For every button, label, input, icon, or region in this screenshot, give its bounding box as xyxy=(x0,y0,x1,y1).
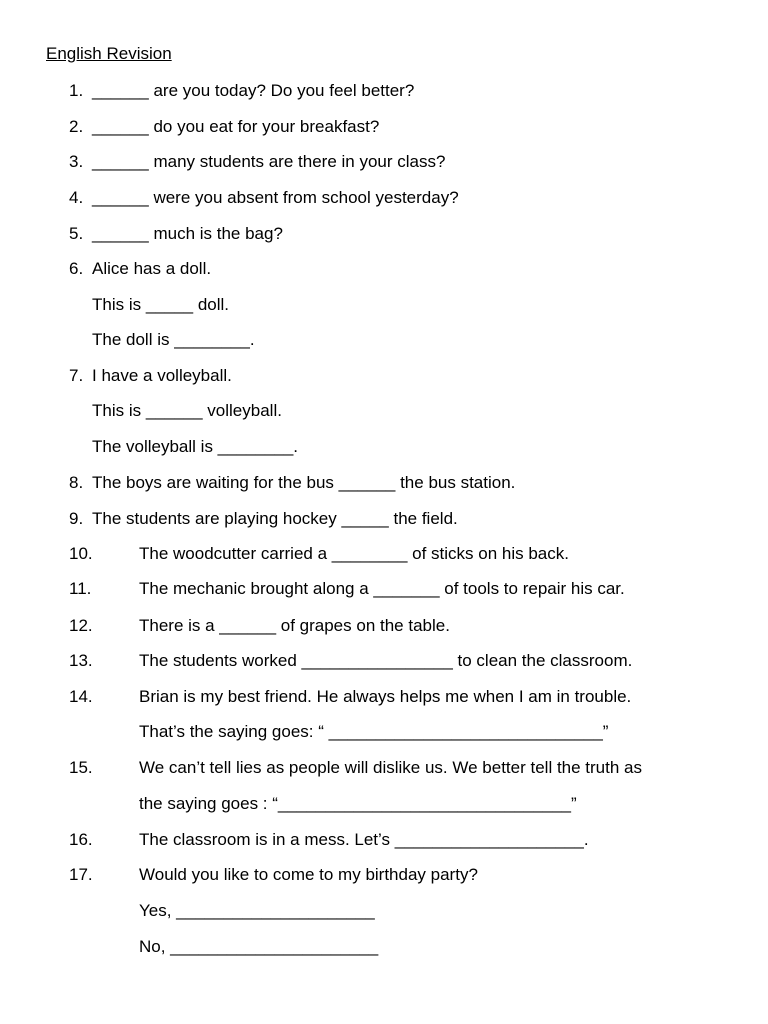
item-number: 16. xyxy=(69,830,93,849)
item-number: 9. xyxy=(69,509,84,528)
question-text: There is a ______ of grapes on the table. xyxy=(139,616,450,635)
item-number: 7. xyxy=(69,366,84,385)
page-title: English Revision xyxy=(46,44,172,63)
item-number: 11. xyxy=(69,579,92,598)
question-text: ______ do you eat for your breakfast? xyxy=(92,117,380,136)
item-number: 8. xyxy=(69,473,84,492)
question-text: The students are playing hockey _____ the field. xyxy=(92,509,458,528)
question-subline: Yes, _____________________ xyxy=(139,901,375,920)
item-number: 6. xyxy=(69,259,84,278)
question-text: The classroom is in a mess. Let’s ____________________. xyxy=(139,830,589,849)
question-subline: That’s the saying goes: “ _____________________________” xyxy=(139,722,609,741)
item-number: 2. xyxy=(69,117,84,136)
item-number: 17. xyxy=(69,865,93,884)
question-subline: No, ______________________ xyxy=(139,937,379,956)
question-subline: the saying goes : “_______________________________” xyxy=(139,794,577,813)
item-number: 10. xyxy=(69,544,93,563)
question-text: The mechanic brought along a _______ of tools to repair his car. xyxy=(139,579,625,598)
question-subline: This is ______ volleyball. xyxy=(92,401,282,420)
item-number: 14. xyxy=(69,687,93,706)
question-subline: The volleyball is ________. xyxy=(92,437,299,456)
question-text: The students worked ________________ to clean the classroom. xyxy=(139,651,633,670)
question-subline: This is _____ doll. xyxy=(92,295,230,314)
item-number: 5. xyxy=(69,224,84,243)
item-number: 15. xyxy=(69,758,93,777)
question-text: ______ much is the bag? xyxy=(92,224,283,243)
item-number: 3. xyxy=(69,152,84,171)
question-text: The boys are waiting for the bus ______ the bus station. xyxy=(92,473,516,492)
question-text: ______ are you today? Do you feel better? xyxy=(92,81,415,100)
question-text: I have a volleyball. xyxy=(92,366,232,385)
question-text: Alice has a doll. xyxy=(92,259,212,278)
question-text: We can’t tell lies as people will dislike us. We better tell the truth as xyxy=(139,758,642,777)
question-text: ______ were you absent from school yesterday? xyxy=(92,188,459,207)
item-number: 1. xyxy=(69,81,84,100)
question-text: ______ many students are there in your class? xyxy=(92,152,446,171)
item-number: 12. xyxy=(69,616,93,635)
question-text: Would you like to come to my birthday party? xyxy=(139,865,478,884)
item-number: 13. xyxy=(69,651,93,670)
question-text: Brian is my best friend. He always helps me when I am in trouble. xyxy=(139,687,632,706)
question-text: The woodcutter carried a ________ of sticks on his back. xyxy=(139,544,569,563)
question-subline: The doll is ________. xyxy=(92,330,255,349)
item-number: 4. xyxy=(69,188,84,207)
